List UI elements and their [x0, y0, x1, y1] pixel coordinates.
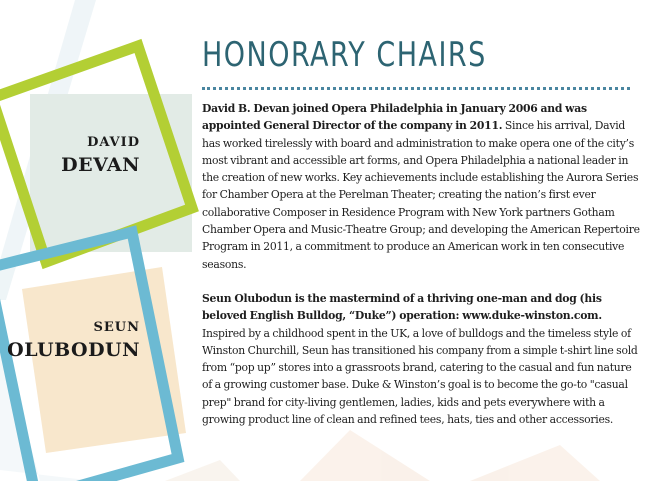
last-name: DEVAN: [61, 154, 140, 176]
dotted-divider: [202, 87, 630, 90]
page-title: HONORARY CHAIRS: [202, 36, 487, 76]
chair-name-olubodun: [7, 318, 140, 362]
bio-body: Inspired by a childhood spent in the UK, a love of bulldogs and the timeless style of Winston Churchill, Seun has transitioned his company from a simple t-shirt line sold from “pop up” stores into a grassroots brand, catering to the casual and fun nature of a growing customer base. Duke & Winston’s goal is to become the go-to "casual prep" brand for city-living gentlemen, ladies, kids and pets everywhere with a growing product line of clean and refined tees, hats, ties and other accessories.: [202, 326, 638, 427]
first-name: DAVID: [87, 135, 140, 150]
first-name: SEUN: [93, 320, 140, 335]
bio-lead: Seun Olubodun is the mastermind of a thriving one-man and dog (his beloved English Bulldog, “Duke”) operation: www.duke-winston.com.: [202, 292, 602, 323]
chair-name-devan: [61, 133, 140, 177]
bio-olubodun: [202, 290, 640, 428]
bio-lead: David B. Devan joined Opera Philadelphia in January 2006 and was appointed General Director of the company in 2011.: [202, 102, 587, 133]
bio-body: Since his arrival, David has worked tirelessly with board and administration to make opera one of the city’s most vibrant and accessible art forms, and Opera Philadelphia a national leader in the creation of new works. Key achievements include establishing the Aurora Series for Chamber Opera at the Perelman Theater; creating the nation’s first ever collaborative Composer in Residence Program with New York partners Gotham Chamber Opera and Music-Theatre Group; and developing the American Repertoire Program in 2011, a commitment to produce an American work in ten consecutive seasons.: [202, 119, 640, 271]
bio-devan: [202, 100, 640, 273]
last-name: OLUBODUN: [7, 339, 140, 361]
